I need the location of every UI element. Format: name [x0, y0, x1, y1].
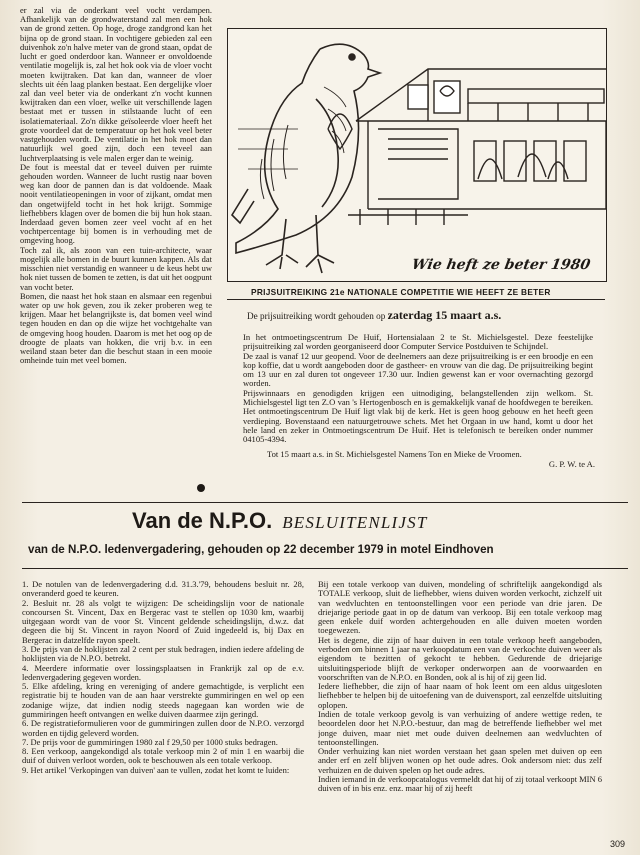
minutes-paragraph: Indien iemand in de verkoopcatalogus vermeldt dat hij of zij totaal verkoopt MIN 6 duiven of in bis enz. enz. maar hij of zij heeft	[318, 773, 602, 794]
subtitle-divider	[22, 568, 628, 569]
signature-name: G. P. W. te A.	[548, 458, 595, 469]
end-of-article-bullet	[197, 484, 205, 492]
minutes-left-column	[22, 580, 304, 848]
prize-announcement	[227, 284, 605, 469]
minutes-paragraph: Bij een totale verkoop van duiven, mondeling of schriftelijk aangekondigd als TOTALE verkoop, sluit de liefhebber, wiens duiven worden verkocht, zichzelf uit van wedvluchten en tentoonstellingen voor een periode van drie jaren. De driejarige periode gaat in op de datum van verkoop. Bij een totale verkoop mag geen enkele duif worden achtergehouden en alle duiven moeten worden toegewezen.	[318, 580, 602, 636]
section-divider	[22, 502, 628, 503]
minutes-item: 6. De registratieformulieren voor de gummiringen zullen door de N.P.O. verzorgd worden en tijdig geleverd worden.	[22, 718, 304, 738]
illustration-frame	[227, 28, 607, 282]
illustration-caption: Wie heft ze beter 1980	[410, 257, 592, 273]
left-paragraph: De fout is meestal dat er teveel duiven per ruimte gehouden worden. Wanneer de lucht rustig naar boven weg kan door de pannen dan is dat voldoende. Maak nooit ventilatieopeningen in voor of zijkant, omdat men dan ongetwijfeld tocht in het hok krijgt. Sommige liefhebbers klagen over de bomen die bij hun hok staan. Inderdaad geven bomen zeer veel vocht af en het vochtpercentage bij bomen is in verhouding met de omgeving hoog.	[20, 161, 212, 246]
announcement-date: zaterdag 15 maart a.s.	[387, 308, 502, 322]
minutes-paragraph: Iedere liefhebber, die zijn of haar naam of hok leent om een aldus uitgesloten liefhebber te helpen bij de uitoefening van de duivensport, zal eenzelfde uitsluiting oplopen.	[318, 681, 602, 710]
minutes-item: 9. Het artikel 'Verkopingen van duiven' aan te vullen, zodat het komt te luiden:	[22, 764, 290, 775]
announcement-paragraph: Prijswinnaars en genodigden krijgen een uitnodiging, belangstellenden zijn welkom. St. Michielsgestel ligt ten Z.O van 's Hertogenbosch en is gemakkelijk vanaf de hoofdwegen te bereiken. Het ontmoetingscentrum De Huif ligt vlak bij de kerk. Het is geen hoog gebouw en het heeft geen verdieping. Bovenstaand een natuurgetrouwe schets. Met het Orgaan in uw hand, komt u door het hele land en zeker in Ontmoetingscentrum De Huif. Het is telefonisch te bereiken onder nummer 04105-4394.	[243, 387, 593, 445]
section-title-suffix: BESLUITENLIJST	[282, 513, 428, 532]
left-article-column	[20, 6, 212, 498]
announcement-heading: PRIJSUITREIKING 21e NATIONALE COMPETITIE WIE HEEFT ZE BETER	[227, 284, 605, 300]
minutes-paragraph: Onder verhuizing kan niet worden verstaan het gaan spelen met duiven op een ander erf en zelf blijven wonen op het oude adres. Ook andersom niet: dus zelf verhuizen en de duiven spelen op het oude adres.	[318, 746, 602, 775]
minutes-paragraph: Het is degene, die zijn of haar duiven in een totale verkoop heeft aangeboden, verboden om binnen 1 jaar na verkoopdatum een van de verkochte duiven weer als eigendom te bezitten of gekocht te hebben. Gedurende de driejarige uitsluitingsperiode blijft de verkoper onderworpen aan de voorwaarden en voorschriften van de N.P.O. en Bonden, ook al is hij of zij geen lid.	[318, 634, 602, 682]
left-paragraph: Bomen, die naast het hok staan en alsmaar een regenbui water op uw hok geven, zou ik zeker proberen weg te krijgen. Maar het belangrijkste is, dat bomen veel wind tegen houden en dan op die wijze het vochtgehalte van de omgeving hoog houden. Daarom is met het oog op de droogte de plaats van hokken, die vrij b.v. in een weiland staan beter dan die beschut staan in een mooie omheinde tuin met veel bomen.	[20, 290, 212, 366]
announcement-paragraph: In het ontmoetingscentrum De Huif, Hortensialaan 2 te St. Michielsgestel. Deze feestelijke prijsuitreiking zal worden georganiseerd door Computer Service Postduiven te Schijndel.	[243, 332, 593, 352]
section-title-main: Van de N.P.O.	[132, 508, 273, 533]
left-paragraph: er zal via de onderkant veel vocht verdampen. Afhankelijk van de grondwaterstand zal men een hok van de grond zetten. Op hoge, droge zandgrond kan het bijna op de grond staan. In vochtigere gebieden zal een duivenhok zo'n halve meter van de grond staan, opdat de lucht er goed onderdoor kan. Wanneer er onvoldoende ventilatie mogelijk is, zal het hok ook via de vloer vocht moeten kwijtraken. Dat kan dan, wanneer de vloer slechts uit één laag planken bestaat. Een dergelijke vloer zal dan veel beter via de onderkant z'n vocht kunnen kwijtraken dan een vloer, welke uit verschillende lagen bestaat met er tussen in stilstaande lucht of een isolatiemateriaal. Zo'n dikke geïsoleerde vloer heeft het grote voordeel dat de temperatuur op het hok veel beter vastgehouden wordt. De ventilatie in het hok moet dan natuurlijk wel goed zijn, doch een teveel aan luchtverplaatsing is vele malen erger dan te weinig.	[20, 6, 212, 163]
announcement-body	[227, 333, 605, 445]
announcement-date-prefix: De prijsuitreiking wordt gehouden op	[247, 311, 386, 321]
building-illustration	[238, 69, 606, 225]
announcement-signature	[267, 449, 595, 469]
minutes-item: 4. Meerdere informatie over lossingsplaatsen in Frankrijk zal op de e.v. ledenvergadering gegeven worden.	[22, 662, 304, 682]
section-subtitle: van de N.P.O. ledenvergadering, gehouden op 22 december 1979 in motel Eindhoven	[28, 543, 494, 556]
signature-line: Tot 15 maart a.s. in St. Michielsgestel Namens Ton en Mieke de Vroomen.	[267, 448, 522, 459]
left-paragraph: Toch zal ik, als zoon van een tuin-architecte, waar mogelijk alle bomen in de buurt kunnen kappen. Als dat misschien niet verstandig en wanneer u de keus hebt uw hok niet tussen de bomen te zetten, is dat uit het oogpunt van vocht beter.	[20, 244, 212, 292]
minutes-item: 1. De notulen van de ledenvergadering d.d. 31.3.'79, behoudens besluit nr. 28, onveranderd goed te keuren.	[22, 580, 304, 599]
minutes-right-column	[318, 580, 602, 848]
section-title	[132, 508, 427, 534]
minutes-item: 8. Een verkoop, aangekondigd als totale verkoop min 2 of min 1 en waarbij die duif of duiven verloot worden, ook te beschouwen als een totale verkoop.	[22, 746, 304, 766]
page-number: 309	[610, 839, 626, 849]
pigeon-illustration	[228, 29, 606, 281]
minutes-item: 2. Besluit nr. 28 als volgt te wijzigen: De scheidingslijn voor de nationale concoursen St. Vincent, Dax en Bergerac vast te stellen op 1030 km, waarbij uitgegaan wordt van de voor St. Vincent geldende scheidingslijn, d.w.z. dat degeen die bij St. Vincent in rayon Noord of Zuid ingedeeld is, bij Dax en Bergerac in datzelfde rayon speelt.	[22, 597, 304, 645]
minutes-item: 3. De prijs van de hoklijsten zal 2 cent per stuk bedragen, indien iedere afdeling de hoklijsten via de N.P.O. betrekt.	[22, 643, 304, 664]
minutes-item: 7. De prijs voor de gummiringen 1980 zal f 29,50 per 1000 stuks bedragen.	[22, 736, 278, 747]
announcement-paragraph: De zaal is vanaf 12 uur geopend. Voor de deelnemers aan deze prijsuitreiking is er een broodje en een kop koffie, dat u wordt aangeboden door de gastheer- en vrouw van die dag. De prijsuitreiking begint om 13 uur en zal duren tot ongeveer 17.30 uur. Indien gewenst kan er voor overnachting gezorgd worden.	[243, 350, 593, 389]
announcement-date-line	[247, 308, 605, 323]
minutes-item: 5. Elke afdeling, kring en vereniging of andere gemachtigde, is verplicht een registratie bij te houden van de aan haar verstrekte gummiringen en wel op een zodanige wijze, dat indien nodig steeds nagegaan kan worden wie de gummiringen heeft ontvangen en welke duiven daarmee zijn geringd.	[22, 681, 304, 719]
minutes-paragraph: Indien de totale verkoop gevolg is van verhuizing of andere wettige reden, te beoordelen door het N.P.O.-bestuur, dan mag de betreffende liefhebber wel met jonge duiven, maar niet met oude duiven deelnemen aan wedvluchten of tentoonstellingen.	[318, 708, 602, 747]
